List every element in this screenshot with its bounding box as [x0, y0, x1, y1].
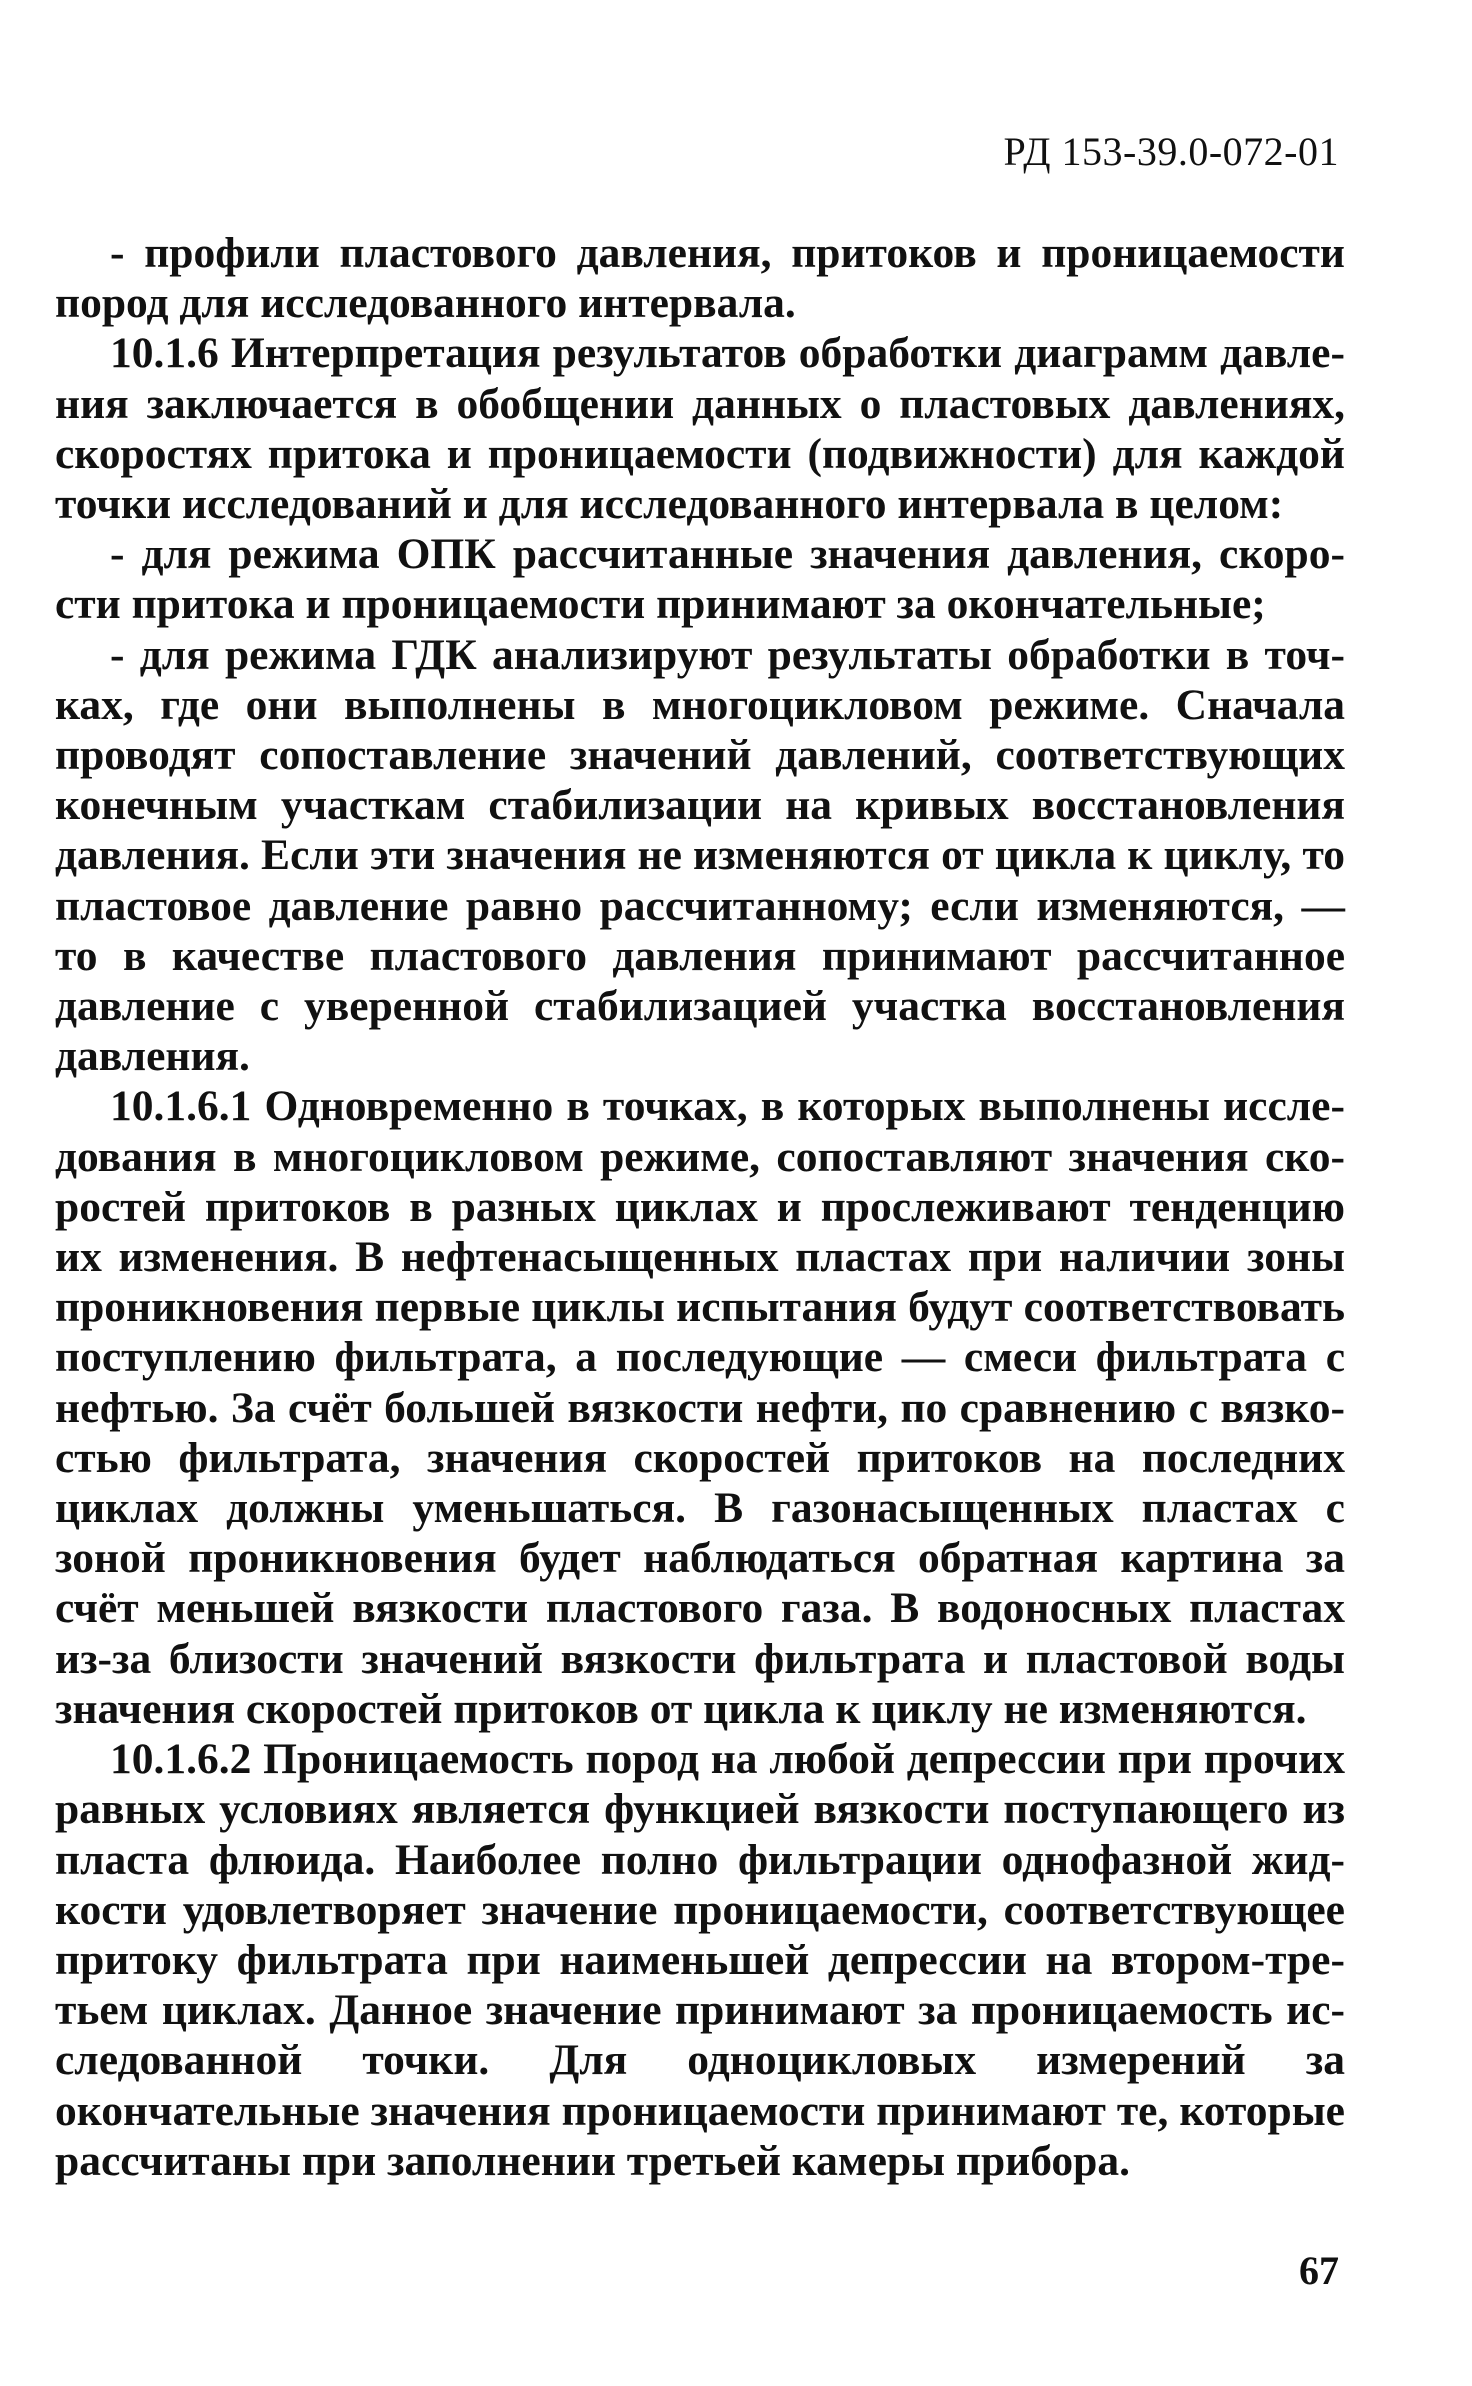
page-number: 67	[1299, 2248, 1339, 2293]
paragraph-10-1-6-2: 10.1.6.2 Проницаемость пород на любой депрессии при прочих равных условиях является функцией вязкости поступающего из пласта флюида. Наиболее полно фильтрации однофазной жидкости удовлетворяет значение проницаемости, соответствующее притоку фильтрата при наименьшей депрессии на втором-третьем циклах. Данное значение принимают за проницаемость исследованной точки. Для одноцикловых измерений за окончательные значения проницаемости принимают те, которые рассчитаны при заполнении третьей камеры прибора.	[55, 1735, 1345, 2185]
paragraph-10-1-6-1: 10.1.6.1 Одновременно в точках, в которых выполнены исследования в многоцикловом режиме, сопоставляют значения скоростей притоков в разных циклах и прослеживают тенденцию их изменения. В нефтенасыщенных пластах при наличии зоны проникновения первые циклы испытания будут соответствовать поступлению фильтрата, а последующие — смеси фильтрата с нефтью. За счёт большей вязкости нефти, по сравнению с вязкостью фильтрата, значения скоростей притоков на последних циклах должны уменьшаться. В газонасыщенных пластах с зоной проникновения будет наблюдаться обратная картина за счёт меньшей вязкости пластового газа. В водоносных пластах из-за близости значений вязкости фильтрата и пластовой воды значения скоростей притоков от цикла к циклу не изменяются.	[55, 1082, 1345, 1733]
paragraph-gdk-mode: - для режима ГДК анализируют результаты обработки в точках, где они выполнены в многоцикловом режиме. Сначала проводят сопоставление значений давлений, соответствующих конечным участкам стабилизации на кривых восстановления давления. Если эти значения не изменяются от цикла к циклу, то пластовое давление равно рассчитанному; если изменяются, — то в качестве пластового давления принимают рассчитанное давление с уверенной стабилизацией участка восстановления давления.	[55, 630, 1345, 1081]
document-code-header: РД 153-39.0-072-01	[1003, 129, 1339, 174]
paragraph-10-1-6: 10.1.6 Интерпретация результатов обработки диаграмм давления заключается в обобщении данных о пластовых давлениях, скоростях притока и проницаемости (подвижности) для каждой точки исследований и для исследованного интервала в целом:	[55, 329, 1345, 529]
paragraph-opk-mode: - для режима ОПК рассчитанные значения давления, скорости притока и проницаемости принимают за окончательные;	[55, 530, 1345, 629]
paragraph-profiles: - профили пластового давления, притоков и проницаемости пород для исследованного интервала.	[55, 229, 1345, 328]
document-body	[55, 228, 1345, 2186]
